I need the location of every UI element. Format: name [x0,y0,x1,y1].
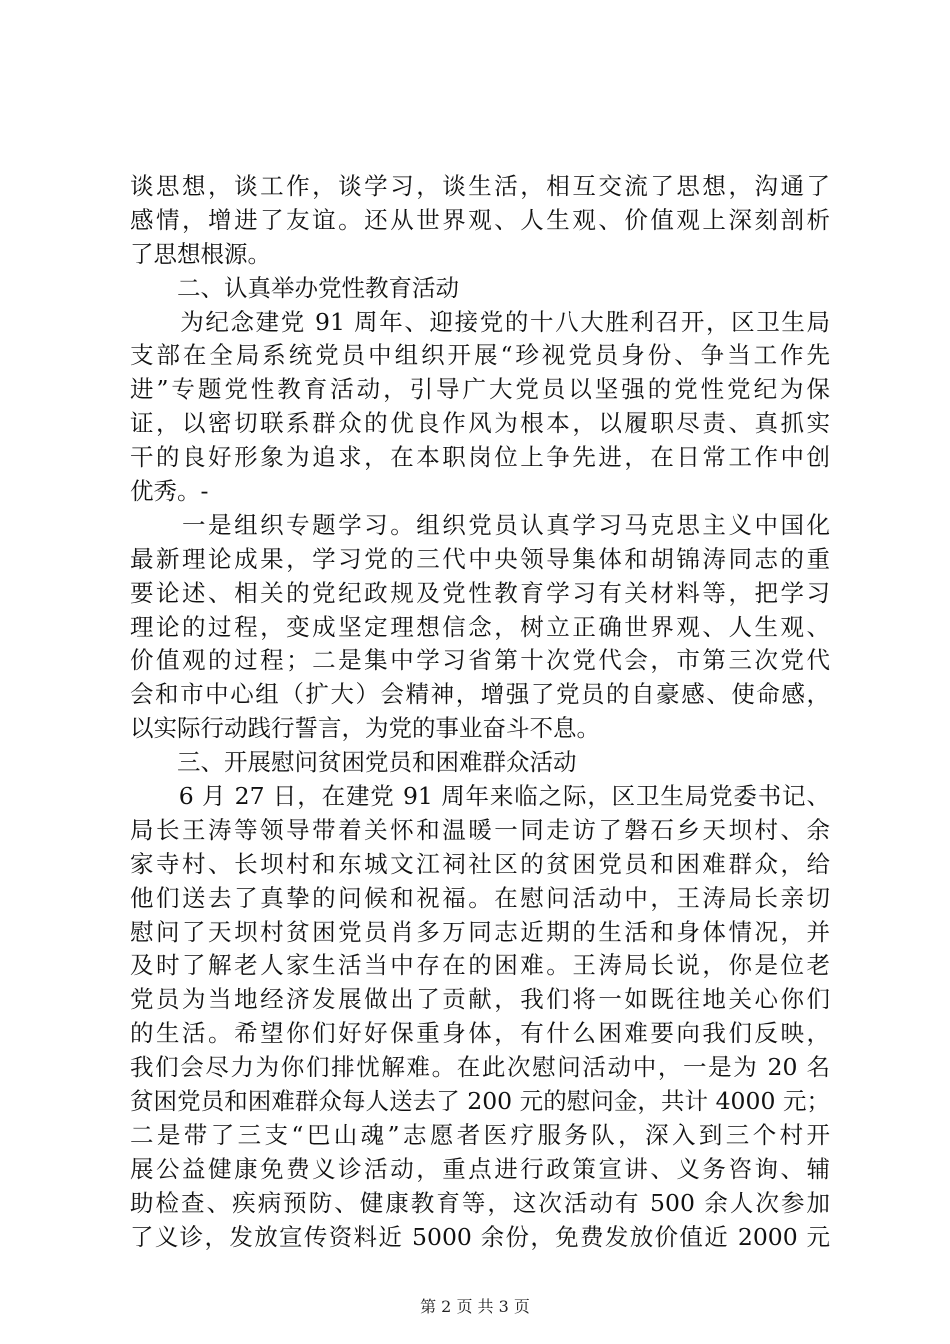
text-line: 会和市中心组（扩大）会精神，增强了党员的自豪感、使命感， [130,680,830,709]
page-footer: 第 2 页 共 3 页 [420,1297,530,1316]
text-line: 了义诊，发放宣传资料近 5000 余份，免费发放价值近 2000 元 [130,1222,830,1251]
text-line: 支部在全局系统党员中组织开展“珍视党员身份、争当工作先 [130,341,830,370]
text-line: 优秀。- [130,477,209,506]
document-body [130,170,830,1255]
text-line: 感情，增进了友谊。还从世界观、人生观、价值观上深刻剖析 [130,205,830,234]
text-line: 助检查、疾病预防、健康教育等，这次活动有 500 余人次参加 [130,1188,830,1217]
text-line: 我们会尽力为你们排忧解难。在此次慰问活动中，一是为 20 名 [130,1053,830,1082]
text-line: 6 月 27 日，在建党 91 周年来临之际，区卫生局党委书记、 [130,782,830,811]
text-line: 局长王涛等领导带着关怀和温暖一同走访了磐石乡天坝村、余 [130,815,830,844]
text-line: 干的良好形象为追求，在本职岗位上争先进，在日常工作中创 [130,443,830,472]
text-line: 展公益健康免费义诊活动，重点进行政策宣讲、义务咨询、辅 [130,1154,830,1183]
text-line: 最新理论成果，学习党的三代中央领导集体和胡锦涛同志的重 [130,544,830,573]
text-line: 理论的过程，变成坚定理想信念，树立正确世界观、人生观、 [130,612,830,641]
text-line: 的生活。希望你们好好保重身体，有什么困难要向我们反映， [130,1019,830,1048]
text-line: 及时了解老人家生活当中存在的困难。王涛局长说，你是位老 [130,951,830,980]
text-line: 进”专题党性教育活动，引导广大党员以坚强的党性党纪为保 [130,375,830,404]
text-line: 二是带了三支“巴山魂”志愿者医疗服务队，深入到三个村开 [130,1120,830,1149]
text-line: 贫困党员和困难群众每人送去了 200 元的慰问金，共计 4000 元； [130,1087,830,1116]
text-line: 党员为当地经济发展做出了贡献，我们将一如既往地关心你们 [130,985,830,1014]
text-line: 慰问了天坝村贫困党员肖多万同志近期的生活和身体情况，并 [130,917,830,946]
text-line: 二、认真举办党性教育活动 [130,273,459,302]
text-line: 他们送去了真挚的问候和祝福。在慰问活动中，王涛局长亲切 [130,883,830,912]
text-line: 价值观的过程；二是集中学习省第十次党代会，市第三次党代 [130,646,830,675]
text-line: 一是组织专题学习。组织党员认真学习马克思主义中国化 [130,510,830,539]
text-line: 了思想根源。 [130,239,271,268]
text-line: 家寺村、长坝村和东城文江祠社区的贫困党员和困难群众，给 [130,849,830,878]
text-line: 要论述、相关的党纪政规及党性教育学习有关材料等，把学习 [130,578,830,607]
text-line: 证，以密切联系群众的优良作风为根本，以履职尽责、真抓实 [130,409,830,438]
text-line: 为纪念建党 91 周年、迎接党的十八大胜利召开，区卫生局 [130,307,830,336]
text-line: 以实际行动践行誓言，为党的事业奋斗不息。 [130,714,600,743]
text-line: 谈思想，谈工作，谈学习，谈生活，相互交流了思想，沟通了 [130,172,830,200]
text-line: 三、开展慰问贫困党员和困难群众活动 [130,748,577,777]
